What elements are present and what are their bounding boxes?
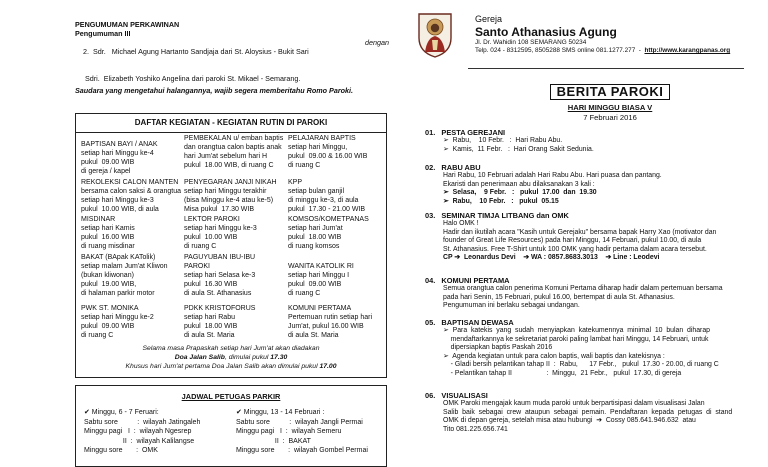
parish-logo-icon <box>415 12 455 58</box>
liturgical-week: HARI MINGGU BIASA V <box>567 103 653 112</box>
couple-bride: Sdri. Elizabeth Yoshiko Angelina dari paroki St. Mikael - Semarang. <box>75 74 301 83</box>
section-line: Tito 081.225.656.741 <box>443 425 508 433</box>
section-adult-baptism <box>425 318 755 379</box>
parish-contact <box>475 47 730 55</box>
announcement-title: PENGUMUMAN PERKAWINAN <box>75 20 180 29</box>
section-body <box>443 400 755 434</box>
section-body <box>443 285 755 311</box>
stations-time: 17.30 <box>270 354 288 361</box>
lent-note-line-3 <box>76 362 386 371</box>
section-line: ➢ Rabu, 10 Febr. : pukul 05.15 <box>443 197 559 205</box>
lent-note-line-1: Selama masa Prapaskah setiap hari Jum'at akan diadakan <box>142 345 320 352</box>
couple-groom: 2. Sdr. Michael Agung Hartanto Sandjaja dari St. Aloysius - Bukit Sari <box>83 47 309 56</box>
section-line: OMK Paroki mengajak kaum muda paroki untuk berpartisipasi dalam visualisasi Jalan <box>443 400 705 407</box>
bulletin-date: 7 Februari 2016 <box>583 113 637 122</box>
first-friday-text: Khusus hari Jum'at pertama Doa Jalan Salib akan dimulai pukul <box>125 363 320 370</box>
section-line: Salib baik sebagai crew ataupun sebagai pemain. Pendaftaran kepada petugas di stand <box>443 408 733 416</box>
section-line: dipersiapkan baptis Paskah 2016 <box>443 344 553 352</box>
section-line: Ekaristi dan penerimaan abu dilaksanakan 3 kali : <box>443 180 595 188</box>
parking-duty-week-1: ✔ Minggu, 6 - 7 Feruari: Sabtu sore : wilayah Jatingaleh Minggu pagi I : wilayah Ngesrep II : wilayah Kalilangse Minggu sore : OMK <box>84 409 201 454</box>
announcement-note: Saudara yang mengetahui halangannya, wajib segera memberitahu Romo Paroki. <box>75 86 353 95</box>
section-line: St. Athanasius. Free T-Shirt untuk 100 OMK yang hadir pertama dalam acara tersebut. <box>443 245 707 253</box>
activities-note <box>76 344 386 371</box>
section-line: pada hari Senin, 15 Februari, pukul 16.00, bertempat di aula St. Athanasius. <box>443 293 675 301</box>
section-heading: 05. BAPTISAN DEWASA <box>425 318 514 327</box>
section-first-communion <box>425 276 755 311</box>
section-line: ➢ Para katekis yang sudah menyiapkan katekumennya minimal 10 bulan diharap <box>443 327 710 334</box>
activity-cell: PWK ST. MONIKA setiap hari Minggu ke-2 pukul 09.00 WIB di ruang C <box>81 305 154 339</box>
parish-website-link[interactable]: http://www.karangpanas.org <box>644 47 731 54</box>
section-heading: 04. KOMUNI PERTAMA <box>425 276 510 285</box>
section-line: ➢ Selasa, 9 Febr. : pukul 17.00 dan 19.30 <box>443 189 597 197</box>
parking-duty-box <box>75 385 387 467</box>
activity-cell: PELAJARAN BAPTIS setiap hari Minggu, pukul 09.00 & 16.00 WIB di ruang C <box>288 135 368 169</box>
parish-phone: Telp. 024 - 8312595, 8505288 SMS online 081.1277.277 - <box>475 47 645 54</box>
section-line: - Gladi bersih pelantikan tahap II : Rabu, 17 Febr., pukul 17.30 - 20.00, di ruang C <box>443 361 719 369</box>
activities-title: DAFTAR KEGIATAN - KEGIATAN RUTIN DI PAROKI <box>76 114 386 133</box>
activity-cell: LEKTOR PAROKI setiap hari Minggu ke-3 pukul 10.00 WIB di ruang C <box>184 216 257 250</box>
connector-word: dengan <box>365 38 389 47</box>
section-ash-wednesday <box>425 163 755 206</box>
stations-text: , dimulai pukul <box>224 354 271 361</box>
activities-table <box>75 113 387 378</box>
section-line: mendaftarkannya ke sekretariat paroki paling lambat hari Minggu, 14 Februari, untuk <box>443 335 709 343</box>
activity-cell: REKOLEKSI CALON MANTEN bersama calon saksi & orangtua setiap hari Minggu ke-3 pukul 10.00 WIB, di aula <box>81 179 181 213</box>
section-body <box>443 220 755 263</box>
activity-cell: MISDINAR setiap hari Kamis pukul 16.00 WIB di ruang misdinar <box>81 216 135 250</box>
section-line: - Pelantikan tahap II : Minggu, 21 Febr., pukul 17.30, di gereja <box>443 369 682 377</box>
section-heading: 02. RABU ABU <box>425 163 481 172</box>
header-divider <box>468 68 744 69</box>
activity-cell: PDKK KRISTOFORUS setiap hari Rabu pukul 18.00 WIB di aula St. Maria <box>184 305 256 339</box>
first-friday-time: 17.00 <box>319 363 337 370</box>
section-line: ➢ Rabu, 10 Febr. : Hari Rabu Abu. <box>443 137 563 144</box>
berita-paroki-title: BERITA PAROKI <box>550 84 670 100</box>
section-body <box>443 172 755 206</box>
section-visualization <box>425 391 755 434</box>
activity-cell: BAKAT (BApak KATolik) setiap malam Jum'at Kliwon (bukan kliwonan) pukul 19.00 WIB, di halaman parkir motor <box>81 254 168 297</box>
section-line: OMK di depan gereja, setelah misa atau hubungi ➔ Cossy 085.641.946.632 atau <box>443 417 696 425</box>
activity-cell: PEMBEKALAN u/ emban baptis dan orangtua calon baptis anak hari Jum'at sebelum hari H pukul 18.00 WIB, di ruang C <box>184 135 284 169</box>
section-line: ➢ Kamis, 11 Febr. : Hari Orang Sakit Sedunia. <box>443 145 594 153</box>
section-seminar <box>425 211 755 263</box>
announcement-line-1 <box>75 38 389 74</box>
activity-cell: BAPTISAN BAYI / ANAK setiap hari Minggu ke-4 pukul 09.00 WIB di gereja / kapel <box>81 141 158 175</box>
section-body <box>443 137 755 154</box>
section-line: Hadir dan ikutilah acara "Kasih untuk Gerejaku" bersama bapak Harry Xao (motivator dan <box>443 228 717 236</box>
section-line: Hari Rabu, 10 Februari adalah Hari Rabu Abu. Hari puasa dan pantang. <box>443 172 662 179</box>
lent-note-line-2 <box>76 353 386 362</box>
section-line: Halo OMK ! <box>443 220 479 227</box>
parking-duty-title: JADWAL PETUGAS PARKIR <box>181 392 281 401</box>
section-body <box>443 327 755 379</box>
section-line: founder of Great Life Resources) pada hari Minggu, 14 Februari, pukul 10.00, di aula <box>443 237 702 245</box>
section-line: ➢ Agenda kegiatan untuk para calon baptis, wali baptis dan katekisnya : <box>443 352 665 360</box>
parking-duty-week-2: ✔ Minggu, 13 - 14 Februari : Sabtu sore : wilayah Jangli Permai Minggu pagi I : wilayah Semeru II : BAKAT Minggu sore : wilayah Gombel Permai <box>236 409 368 454</box>
section-feast <box>425 128 755 154</box>
parish-address: Jl. Dr. Wahidin 108 SEMARANG 50234 <box>475 39 587 46</box>
activity-cell: KPP setiap bulan ganjil di minggu ke-3, di aula pukul 17.30 - 21.00 WIB <box>288 179 366 213</box>
activity-cell: PENYEGARAN JANJI NIKAH setiap hari Minggu terakhir (bisa Minggu ke-4 atau ke-5) Misa pukul 17.30 WIB <box>184 179 277 213</box>
activity-cell: WANITA KATOLIK RI setiap hari Minggu I pukul 09.00 WIB di ruang C <box>288 263 354 297</box>
announcement-subtitle: Pengumuman III <box>75 29 131 38</box>
activity-cell: KOMSOS/KOMETPANAS setiap hari Jum'at pukul 18.00 WIB di ruang komsos <box>288 216 369 250</box>
section-heading: 01. PESTA GEREJANI <box>425 128 506 137</box>
section-line: CP ➔ Leonardus Devi ➔ WA : 0857.8683.3013 ➔ Line : Leodevi <box>443 254 660 262</box>
section-heading: 03. SEMINAR TIMJA LITBANG dan OMK <box>425 211 569 220</box>
parish-org: Gereja <box>475 14 503 24</box>
parish-header <box>475 14 730 55</box>
activity-cell: PAGUYUBAN IBU-IBU PAROKI setiap hari Selasa ke-3 pukul 16.30 WIB di aula St. Athanasius <box>184 254 256 297</box>
section-line: Semua orangtua calon penerima Komuni Pertama diharap hadir dalam pertemuan bersama <box>443 285 723 292</box>
stations-name: Doa Jalan Salib <box>174 354 225 361</box>
section-line: Pengumuman ini berlaku sebagai undangan. <box>443 302 580 310</box>
activity-cell: KOMUNI PERTAMA Pertemuan rutin setiap hari Jum'at, pukul 16.00 WIB di aula St. Maria <box>288 305 373 339</box>
section-heading: 06. VISUALISASI <box>425 391 488 400</box>
marriage-announcement <box>75 20 389 95</box>
parish-name: Santo Athanasius Agung <box>475 25 617 39</box>
